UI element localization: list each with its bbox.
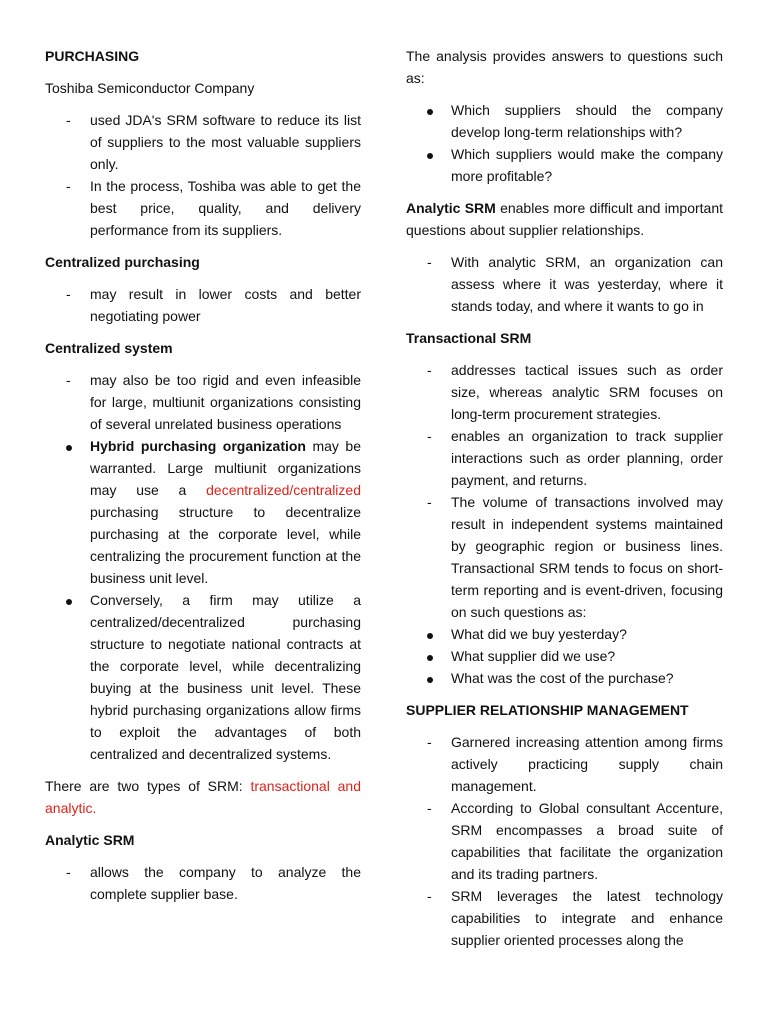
- transactional-srm-heading: Transactional SRM: [406, 330, 532, 346]
- bullet-marker: [427, 645, 433, 667]
- srm-types-paragraph: There are two types of SRM: transactional and analytic.: [45, 778, 361, 816]
- dash-marker: -: [66, 286, 71, 302]
- list-item: - According to Global consultant Accenture, SRM encompasses a broad suite of capabilities that facilitate the organization and its trading partners.: [406, 797, 723, 885]
- centralized-system-list: [45, 369, 361, 765]
- dash-marker: -: [66, 112, 71, 128]
- list-item: Conversely, a firm may utilize a centralized/decentralized purchasing structure to negotiate national contracts at the corporate level, while decentralizing buying at the business unit level. These hybrid purchasing organizations allow firms to exploit the advantages of both centralized and decentralized systems.: [45, 589, 361, 765]
- dash-marker: -: [66, 372, 71, 388]
- centralized-purchasing-heading: Centralized purchasing: [45, 254, 200, 270]
- dash-marker: -: [427, 734, 432, 750]
- dash-marker: -: [427, 362, 432, 378]
- srm-types-red-text: transactional and analytic.: [45, 778, 361, 816]
- list-item: - allows the company to analyze the complete supplier base.: [45, 861, 361, 905]
- dash-marker: -: [427, 888, 432, 904]
- list-item: - In the process, Toshiba was able to get the best price, quality, and delivery performance from its suppliers.: [45, 175, 361, 241]
- centralized-system-heading: Centralized system: [45, 340, 173, 356]
- analytic-srm-heading: Analytic SRM: [45, 832, 135, 848]
- analytic-srm-bold: Analytic SRM: [406, 200, 496, 216]
- bullet-marker: [427, 623, 433, 645]
- left-column: [45, 45, 361, 905]
- hybrid-red-text: decentralized/centralized: [206, 482, 361, 498]
- analysis-intro: The analysis provides answers to questions such as:: [406, 48, 723, 86]
- list-item: - Garnered increasing attention among firms actively practicing supply chain management.: [406, 731, 723, 797]
- list-item: Which suppliers would make the company more profitable?: [406, 143, 723, 187]
- hybrid-bold-text: Hybrid purchasing organization: [90, 438, 306, 454]
- dash-marker: -: [427, 254, 432, 270]
- list-item: Which suppliers should the company develop long-term relationships with?: [406, 99, 723, 143]
- list-item: - enables an organization to track supplier interactions such as order planning, order payment, and returns.: [406, 425, 723, 491]
- list-item: What supplier did we use?: [406, 645, 723, 667]
- srm-heading: SUPPLIER RELATIONSHIP MANAGEMENT: [406, 702, 689, 718]
- dash-marker: -: [427, 800, 432, 816]
- dash-marker: -: [66, 864, 71, 880]
- list-item: - SRM leverages the latest technology capabilities to integrate and enhance supplier oriented processes along the: [406, 885, 723, 951]
- list-item: - used JDA's SRM software to reduce its list of suppliers to the most valuable suppliers only.: [45, 109, 361, 175]
- bullet-marker: [66, 435, 72, 457]
- list-item: - may result in lower costs and better negotiating power: [45, 283, 361, 327]
- list-item: - With analytic SRM, an organization can assess where it was yesterday, where it stands today, and where it wants to go in: [406, 251, 723, 317]
- list-item: Hybrid purchasing organization may be warranted. Large multiunit organizations may use a decentralized/centralized purchasing structure to decentralize purchasing at the corporate level, while centralizing the procurement function at the business unit level.: [45, 435, 361, 589]
- analytic-srm-paragraph: Analytic SRM enables more difficult and important questions about supplier relationships.: [406, 200, 724, 238]
- dash-marker: -: [66, 178, 71, 194]
- list-item: - may also be too rigid and even infeasible for large, multiunit organizations consisting of several unrelated business operations: [45, 369, 361, 435]
- bullet-marker: [66, 589, 72, 611]
- srm-list: [406, 731, 723, 951]
- centralized-purchasing-list: [45, 283, 361, 327]
- bullet-marker: [427, 99, 433, 121]
- analysis-questions-list: [406, 99, 723, 187]
- company-name: Toshiba Semiconductor Company: [45, 80, 255, 96]
- dash-marker: -: [427, 494, 432, 510]
- list-item: What did we buy yesterday?: [406, 623, 723, 645]
- list-item: - The volume of transactions involved may result in independent systems maintained by geographic region or business lines. Transactional SRM tends to focus on short-term reporting and is event-driven, focusing on such questions as:: [406, 491, 723, 623]
- list-item: What was the cost of the purchase?: [406, 667, 723, 689]
- list-item: - addresses tactical issues such as order size, whereas analytic SRM focuses on long-term procurement strategies.: [406, 359, 723, 425]
- bullet-marker: [427, 143, 433, 165]
- analytic-srm-detail-list: [406, 251, 723, 317]
- analytic-srm-list: [45, 861, 361, 905]
- bullet-marker: [427, 667, 433, 689]
- transactional-srm-list: [406, 359, 723, 689]
- toshiba-list: [45, 109, 361, 241]
- purchasing-heading: PURCHASING: [45, 48, 140, 64]
- right-column: [406, 45, 723, 951]
- dash-marker: -: [427, 428, 432, 444]
